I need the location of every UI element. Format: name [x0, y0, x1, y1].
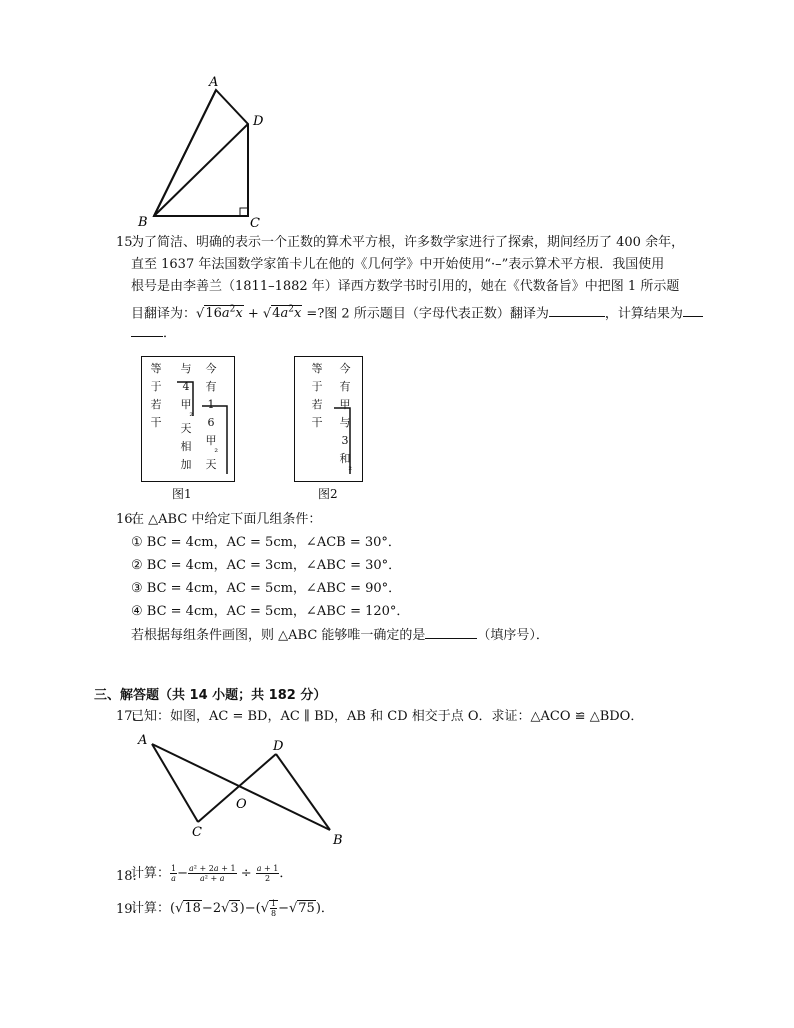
vertical-char: 于: [311, 380, 323, 393]
vertical-char: 4: [182, 380, 190, 393]
vertical-char: 甲: [205, 434, 217, 447]
q16-item-3: ③ BC = 4cm，AC = 5cm，∠ABC = 90°．: [131, 581, 402, 596]
fig2-bracket: [294, 356, 361, 480]
q16-blank[interactable]: [425, 626, 477, 639]
vertical-char: 若: [311, 398, 323, 411]
q18-number: 18.: [116, 869, 137, 884]
vertical-char: 有: [339, 380, 351, 393]
q15-blank-1[interactable]: [549, 304, 605, 317]
q16-stem: 在 △ABC 中给定下面几组条件：: [131, 512, 322, 527]
q17-figure: [130, 730, 350, 850]
vertical-char: 今: [205, 362, 217, 375]
q17-text: 已知：如图，AC = BD，AC ∥ BD，AB 和 CD 相交于点 O．求证：△ACO ≌ △BDO．: [131, 709, 644, 724]
section-3-heading: 三、解答题（共 14 小题；共 182 分）: [94, 688, 327, 703]
q19-suffix: ．: [320, 901, 334, 916]
vertical-char: 和: [339, 452, 351, 465]
q19-number: 19.: [116, 902, 137, 917]
vertical-char: 今: [339, 362, 351, 375]
vertical-char: ²: [348, 466, 352, 476]
q16-tail: [131, 626, 549, 645]
vertical-char: 天: [205, 458, 217, 471]
vertical-char: 若: [150, 398, 162, 411]
vertical-char: 与: [180, 362, 192, 375]
vertical-char: 甲: [180, 398, 192, 411]
vertical-char: ²: [214, 448, 218, 458]
q19-formula: (√18−2√3)−(√ $\frac{1}{8}-√75$): [170, 899, 321, 918]
fig1-brackets: [141, 356, 233, 480]
triangle-figure: [130, 70, 280, 230]
vertical-char: 3: [341, 434, 349, 447]
vertical-char: 甲: [339, 398, 351, 411]
q18-suffix: ．: [279, 866, 293, 881]
q16-item-2: ② BC = 4cm，AC = 3cm，∠ABC = 30°．: [131, 558, 402, 573]
q15-formula: $√16a^2x + √4a^2x$: [196, 305, 302, 322]
label-b: B: [138, 215, 148, 230]
label-a: A: [209, 75, 219, 90]
vertical-char: 1: [207, 398, 215, 411]
q17-label-c: C: [192, 825, 202, 840]
figure-1-caption: 图1: [172, 487, 192, 501]
vertical-char: 6: [207, 416, 215, 429]
q19-expression: [131, 899, 334, 918]
q15-number: 15.: [116, 235, 137, 250]
vertical-char: 干: [311, 416, 323, 429]
q16-item-4: ④ BC = 4cm，AC = 5cm，∠ABC = 120°．: [131, 604, 410, 619]
q15-line-1: 为了简洁、明确的表示一个正数的算术平方根，许多数学家进行了探索，期间经历了 400 余年，: [131, 235, 685, 250]
vertical-char: 与: [339, 416, 351, 429]
q17-number: 17.: [116, 709, 137, 724]
vertical-char: 等: [150, 362, 162, 375]
label-d: D: [253, 114, 264, 129]
vertical-char: 于: [150, 380, 162, 393]
q15-blank-2a[interactable]: [683, 304, 703, 317]
q16-number: 16.: [116, 512, 137, 527]
label-c: C: [250, 216, 260, 230]
q17-label-o: O: [236, 797, 247, 812]
figure-2-caption: 图2: [318, 487, 338, 501]
q16-tail-a: 若根据每组条件画图，则 △ABC 能够唯一确定的是: [131, 628, 426, 643]
q16-tail-b: （填序号）．: [477, 628, 549, 643]
q15-line-4: [131, 301, 703, 323]
vertical-char: 有: [205, 380, 217, 393]
vertical-char: 干: [150, 416, 162, 429]
q15-l4-b: =?图 2 所示题目（字母代表正数）翻译为: [306, 306, 549, 322]
vertical-char: 加: [180, 458, 192, 471]
q15-line-2: 直至 1637 年法国数学家笛卡儿在他的《几何学》中开始使用“·–”表示算术平方根．我国使用: [131, 257, 665, 272]
q16-item-1: ① BC = 4cm，AC = 5cm，∠ACB = 30°．: [131, 535, 401, 550]
vertical-char: 相: [180, 440, 192, 453]
q15-l5: ．: [163, 326, 177, 341]
q18-prefix: 计算：: [131, 866, 171, 881]
q18-expression: [131, 864, 292, 883]
q15-line-5: [131, 324, 176, 343]
vertical-char: 天: [180, 422, 192, 435]
q17-label-d: D: [273, 739, 284, 754]
vertical-char: 等: [311, 362, 323, 375]
q17-label-b: B: [333, 833, 343, 848]
q15-line-3: 根号是由李善兰（1811–1882 年）译西方数学书时引用的，她在《代数备旨》中把图 1 所示题: [131, 279, 680, 294]
q15-l4-a: 目翻译为：: [131, 306, 197, 322]
q15-l4-c: ，计算结果为: [604, 306, 683, 322]
q17-label-a: A: [138, 733, 148, 748]
vertical-char: ²: [189, 412, 193, 422]
q18-formula: $\frac{1}{a}-$ $\frac{\text{a² + 2a + 1}}{\text{a² + a}}$ ÷ $\frac{a + 1}{2}$: [171, 864, 279, 883]
q15-blank-2b[interactable]: [131, 324, 163, 337]
q19-prefix: 计算：: [131, 901, 171, 916]
